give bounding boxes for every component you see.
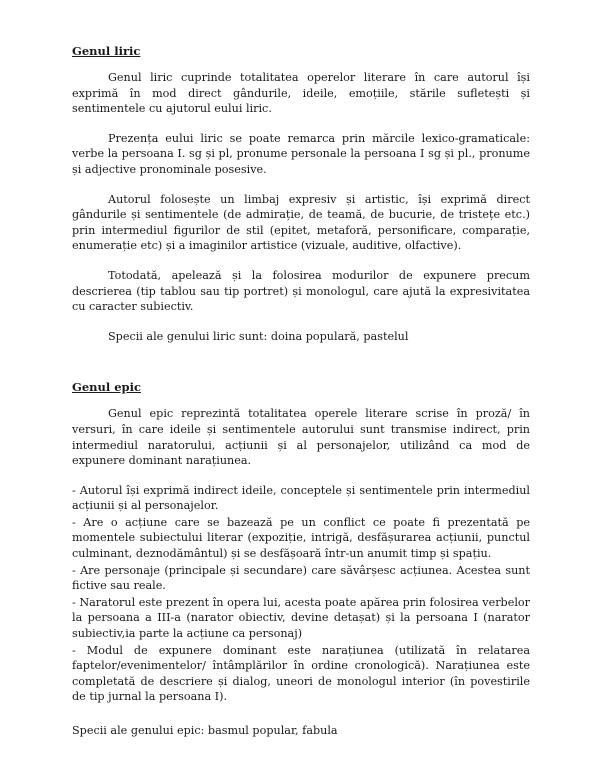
liric-paragraph-3: Autorul folosește un limbaj expresiv și artistic, își exprimă direct gândurile și sentimentele (de admirație, de teamă, de bucurie, de tristețe etc.) prin intermediul figurilor de stil (epitet, metaforă, personificare, comparație, enumerație etc) și a imaginilor artistice (vizuale, auditive, olfactive). bbox=[72, 192, 530, 253]
liric-paragraph-2: Prezența eului liric se poate remarca prin mărcile lexico-gramaticale: verbe la persoana I. sg și pl, pronume personale la persoana I sg și pl., pronume și adjective pronominale posesive. bbox=[72, 131, 530, 176]
section-gap bbox=[72, 358, 530, 380]
heading-genul-liric: Genul liric bbox=[72, 44, 141, 58]
liric-species: Specii ale genului liric sunt: doina populară, pastelul bbox=[108, 329, 409, 343]
heading-genul-epic: Genul epic bbox=[72, 380, 141, 395]
epic-bullet-1: - Autorul își exprimă indirect ideile, conceptele și sentimentele prin intermediul acțiunii și al personajelor. bbox=[72, 483, 530, 513]
liric-paragraph-1: Genul liric cuprinde totalitatea operelor literare în care autorul își exprimă în mod direct gândurile, ideile, emoțiile, stările sufletești și sentimentele cu ajutorul eului liric. bbox=[72, 71, 530, 116]
epic-intro: Genul epic reprezintă totalitatea operele literare scrise în proză/ în versuri, în care ideile și sentimentele autorului sunt transmise indirect, prin intermediul naratorului, acțiunii și al personajelor, utilizând ca mod de expunere dominant narațiunea. bbox=[72, 407, 530, 468]
epic-species: Specii ale genului epic: basmul popular, fabula bbox=[72, 724, 338, 737]
liric-paragraph-4: Totodată, apelează și la folosirea modurilor de expunere precum descrierea (tip tablou sau tip portret) și monologul, care ajută la expresivitatea cu caracter subiectiv. bbox=[72, 268, 530, 314]
document-page bbox=[72, 44, 530, 753]
epic-bullet-5: - Modul de expunere dominant este narațiunea (utilizată în relatarea faptelor/evenimentelor/ întâmplărilor în ordine cronologică). Narațiunea este completată de descriere și dialog, uneori de monologul interior (în povestirile de tip jurnal la persoana I). bbox=[72, 643, 530, 704]
epic-bullet-list bbox=[72, 483, 530, 705]
epic-bullet-2: - Are o acțiune care se bazează pe un conflict ce poate fi prezentată pe momentele subiectului literar (expoziție, intrigă, desfășurarea acțiunii, punctul culminant, deznodământul) și se desfășoară într-un anumit timp și spațiu. bbox=[72, 515, 530, 561]
epic-bullet-4: - Naratorul este prezent în opera lui, acesta poate apărea prin folosirea verbelor la persoana a III-a (narator obiectiv, devine detașat) și la persoana I (narator subiectiv,ia parte la acțiune ca personaj) bbox=[72, 595, 530, 641]
epic-bullet-3: - Are personaje (principale și secundare) care săvârșesc acțiunea. Acestea sunt fictive sau reale. bbox=[72, 563, 530, 593]
